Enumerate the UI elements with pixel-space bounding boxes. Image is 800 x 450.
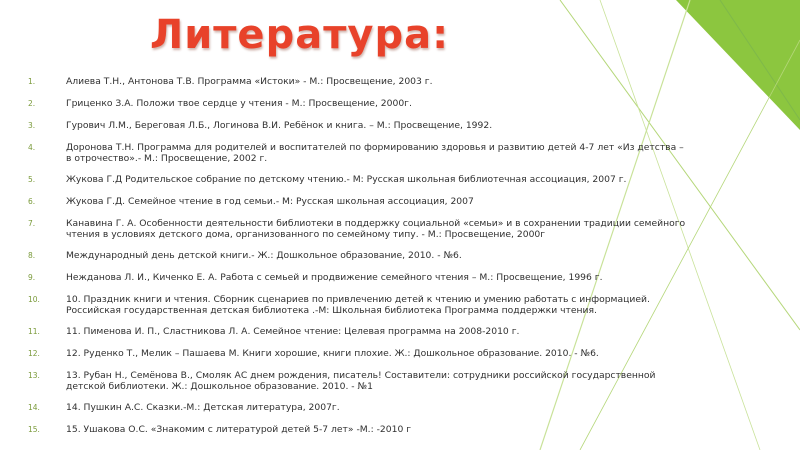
- list-item-text: Нежданова Л. И., Киченко Е. А. Работа с семьей и продвижение семейного чтения – М.: Просвещение, 1996 г.: [66, 272, 603, 283]
- list-item-number: 5.: [28, 175, 36, 184]
- list-item-text: 13. Рубан Н., Семёнова В., Смоляк АС днем рождения, писатель! Составители: сотрудники российской государственной детской библиотеки. Ж.: Дошкольное образование. 2010. - №1: [66, 370, 656, 392]
- list-item: [28, 174, 688, 185]
- list-item-text: 11. Пименова И. П., Сластникова Л. А. Семейное чтение: Целевая программа на 2008-2010 г.: [66, 326, 520, 337]
- list-item-text: Гриценко З.А. Положи твое сердце у чтения - М.: Просвещение, 2000г.: [66, 98, 412, 109]
- list-item-text: 14. Пушкин А.С. Сказки.-М.: Детская литература, 2007г.: [66, 402, 340, 413]
- list-item: [28, 424, 688, 435]
- list-item: [28, 370, 688, 392]
- list-item: [28, 272, 688, 283]
- list-item-number: 11.: [28, 327, 40, 336]
- list-item: [28, 218, 688, 240]
- list-item-number: 9.: [28, 273, 36, 282]
- list-item-number: 13.: [28, 371, 40, 380]
- list-item-number: 6.: [28, 197, 36, 206]
- list-item-number: 7.: [28, 219, 36, 228]
- list-item-text: Жукова Г.Д. Семейное чтение в год семьи.- М: Русская школьная ассоциация, 2007: [66, 196, 474, 207]
- list-item-number: 14.: [28, 403, 40, 412]
- list-item-number: 4.: [28, 143, 36, 152]
- references-list: [28, 76, 688, 435]
- list-item-text: Международный день детской книги.- Ж.: Дошкольное образование, 2010. - №6.: [66, 250, 462, 261]
- list-item-number: 1.: [28, 77, 36, 86]
- list-item-number: 12.: [28, 349, 40, 358]
- list-item-number: 15.: [28, 425, 40, 434]
- list-item-text: Жукова Г.Д Родительское собрание по детскому чтению.- М: Русская школьная библиотечная ассоциация, 2007 г.: [66, 174, 627, 185]
- list-item-text: Гурович Л.М., Береговая Л.Б., Логинова В.И. Ребёнок и книга. – М.: Просвещение, 1992.: [66, 120, 493, 131]
- list-item: [28, 196, 688, 207]
- list-item: [28, 326, 688, 337]
- list-item-text: Доронова Т.Н. Программа для родителей и воспитателей по формированию здоровья и развитию детей 4-7 лет «Из детства – в отрочество».- М.: Просвещение, 2002 г.: [66, 142, 684, 164]
- list-item-number: 2.: [28, 99, 36, 108]
- list-item: [28, 348, 688, 359]
- list-item: [28, 142, 688, 164]
- list-item: [28, 402, 688, 413]
- list-item-text: Канавина Г. А. Особенности деятельности библиотеки в поддержку социальной «семьи» и в сохранении традиции семейного чтения в условиях детского дома, организованного по семейному типу. - М.: Просвещение, 2000г: [66, 218, 686, 240]
- list-item: [28, 76, 688, 87]
- list-item-text: 15. Ушакова О.С. «Знакомим с литературой детей 5-7 лет» -М.: -2010 г: [66, 424, 412, 435]
- list-item-text: 10. Праздник книги и чтения. Сборник сценариев по привлечению детей к чтению и умению работать с информацией. Российская государственная детская библиотека .-М: Школьная библиотека Программа поддержки чтения.: [66, 294, 650, 316]
- list-item-number: 10.: [28, 295, 40, 304]
- list-item-number: 3.: [28, 121, 36, 130]
- list-item-text: Алиева Т.Н., Антонова Т.В. Программа «Истоки» - М.: Просвещение, 2003 г.: [66, 76, 433, 87]
- list-item: [28, 294, 688, 316]
- list-item: [28, 98, 688, 109]
- list-item-number: 8.: [28, 251, 36, 260]
- page-title: Литература:: [150, 12, 450, 58]
- list-item-text: 12. Руденко Т., Мелик – Пашаева М. Книги хорошие, книги плохие. Ж.: Дошкольное образование. 2010. - №6.: [66, 348, 599, 359]
- list-item: [28, 120, 688, 131]
- list-item: [28, 250, 688, 261]
